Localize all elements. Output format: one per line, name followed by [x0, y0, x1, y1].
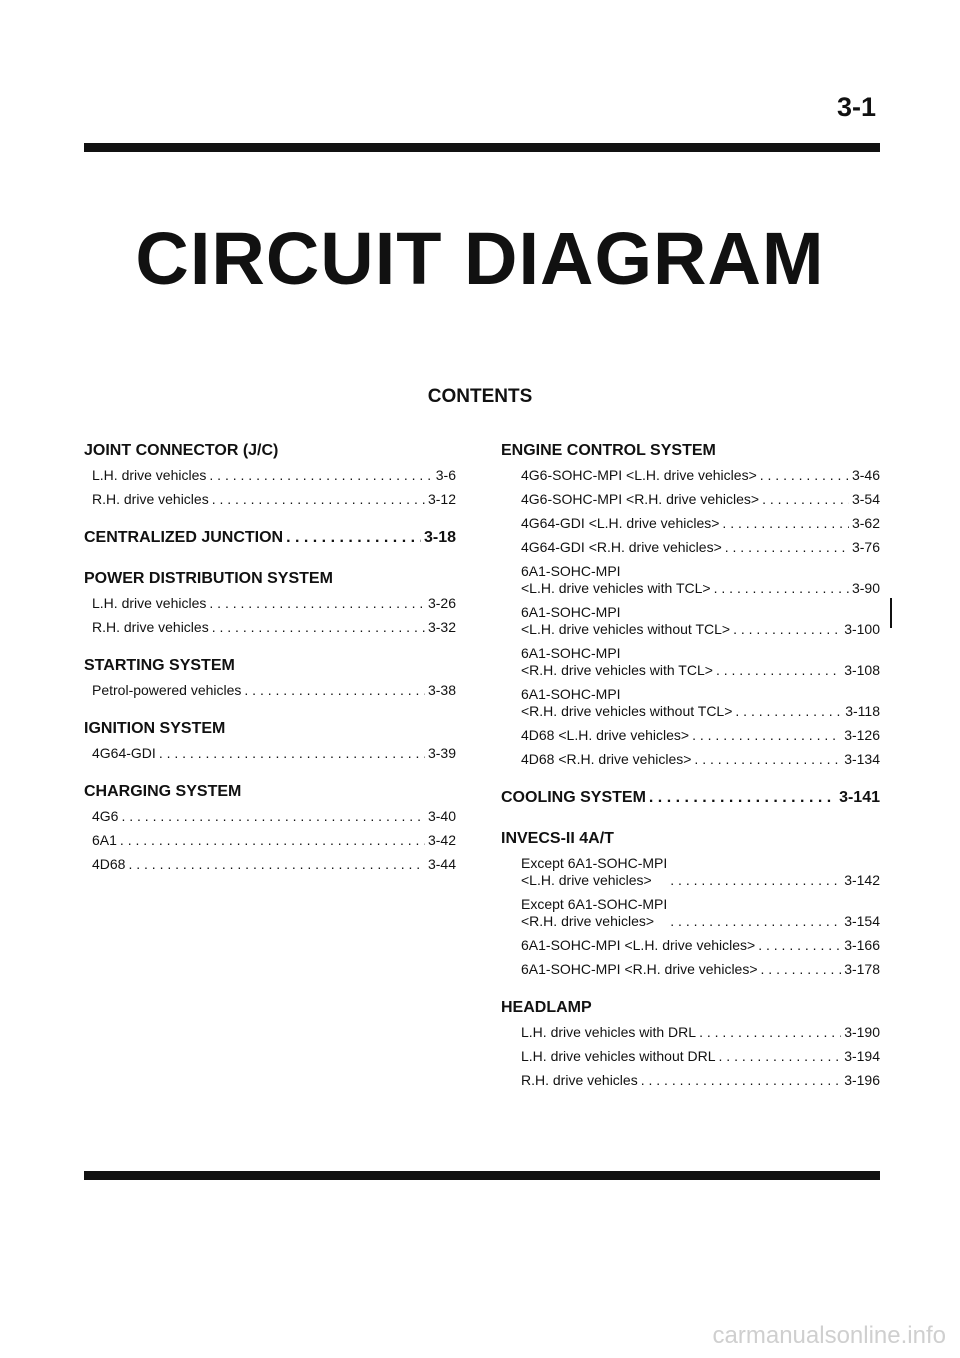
watermark-text: carmanualsonline.info: [712, 1322, 946, 1349]
dot-leader: [212, 619, 425, 636]
toc-section: [84, 781, 456, 873]
toc-section-entry[interactable]: [501, 787, 880, 809]
toc-entry-title: 6A1-SOHC-MPI <R.H. drive vehicles>: [521, 961, 758, 977]
dot-leader: [692, 727, 841, 744]
toc-entry[interactable]: [501, 727, 880, 744]
toc-entry[interactable]: [501, 604, 880, 638]
toc-entry-title: 4D68 <R.H. drive vehicles>: [521, 751, 692, 767]
dot-leader: [649, 787, 836, 809]
toc-entry-list: [84, 745, 456, 762]
toc-entry[interactable]: [501, 855, 880, 889]
dot-leader: [120, 832, 425, 849]
toc-entry[interactable]: [501, 515, 880, 532]
toc-entry-title: R.H. drive vehicles: [92, 491, 209, 507]
toc-entry-title: 4G6-SOHC-MPI <L.H. drive vehicles>: [521, 467, 757, 483]
toc-page-number: 3-90: [851, 580, 880, 596]
toc-entry-title: R.H. drive vehicles: [521, 1072, 638, 1088]
dot-leader: [719, 1048, 842, 1065]
toc-entry[interactable]: [84, 491, 456, 508]
dot-leader: [758, 937, 841, 954]
toc-section-title: POWER DISTRIBUTION SYSTEM: [84, 570, 333, 587]
toc-entry-title: Except 6A1-SOHC-MPI <R.H. drive vehicles>: [521, 896, 668, 929]
toc-section: [501, 997, 880, 1089]
toc-page-number: 3-46: [851, 467, 880, 483]
dot-leader: [128, 856, 425, 873]
dot-leader: [761, 961, 842, 978]
toc-page-number: 3-40: [427, 808, 456, 824]
toc-page-number: 3-194: [844, 1048, 880, 1064]
toc-page-number: 3-126: [844, 727, 880, 743]
toc-entry-title: 4G6-SOHC-MPI <R.H. drive vehicles>: [521, 491, 760, 507]
toc-entry[interactable]: [84, 808, 456, 825]
toc-entry[interactable]: [501, 896, 880, 930]
toc-entry-list: [501, 855, 880, 978]
toc-entry[interactable]: [501, 961, 880, 978]
toc-entry-title: L.H. drive vehicles: [92, 467, 207, 483]
toc-entry[interactable]: [501, 539, 880, 556]
toc-page-number: 3-12: [427, 491, 456, 507]
toc-page-number: 3-196: [844, 1072, 880, 1088]
toc-section-title: JOINT CONNECTOR (J/C): [84, 442, 279, 459]
toc-page-number: 3-190: [844, 1024, 880, 1040]
toc-entry-title: 6A1-SOHC-MPI <L.H. drive vehicles with TCL>: [521, 563, 711, 596]
dot-leader: [670, 872, 841, 889]
toc-page-number: 3-178: [844, 961, 880, 977]
toc-page-number: 3-18: [423, 529, 456, 546]
toc-entry-title: 4D68 <L.H. drive vehicles>: [521, 727, 690, 743]
toc-page-number: 3-142: [844, 872, 880, 888]
toc-entry-list: [84, 467, 456, 508]
toc-entry-list: [501, 467, 880, 768]
toc-entry[interactable]: [501, 751, 880, 768]
bottom-rule: [84, 1171, 880, 1180]
toc-entry-title: 4G64-GDI <L.H. drive vehicles>: [521, 515, 720, 531]
toc-entry-list: [84, 682, 456, 699]
toc-section: [501, 440, 880, 768]
toc-section-title: ENGINE CONTROL SYSTEM: [501, 442, 716, 459]
toc-entry[interactable]: [501, 1072, 880, 1089]
toc-entry[interactable]: [84, 745, 456, 762]
toc-entry-title: Except 6A1-SOHC-MPI <L.H. drive vehicles>: [521, 855, 668, 888]
toc-entry-list: [501, 1024, 880, 1089]
toc-page-number: 3-39: [427, 745, 456, 761]
top-rule: [84, 143, 880, 152]
toc-entry-title: 6A1: [92, 832, 117, 848]
toc-page-number: 3-154: [844, 913, 880, 929]
dot-leader: [212, 491, 425, 508]
toc-page-number: 3-108: [844, 662, 880, 678]
toc-entry[interactable]: [501, 1024, 880, 1041]
dot-leader: [762, 491, 849, 508]
toc-entry[interactable]: [84, 595, 456, 612]
toc-entry[interactable]: [501, 645, 880, 679]
toc-section: [84, 568, 456, 636]
dot-leader: [733, 621, 841, 638]
page-number: 3-1: [836, 92, 876, 122]
toc-page-number: 3-62: [851, 515, 880, 531]
change-bar: [890, 598, 892, 628]
toc-section: [84, 527, 456, 549]
toc-entry-title: 6A1-SOHC-MPI <L.H. drive vehicles>: [521, 937, 756, 953]
dot-leader: [699, 1024, 841, 1041]
dot-leader: [159, 745, 425, 762]
toc-page-number: 3-32: [427, 619, 456, 635]
toc-entry[interactable]: [84, 856, 456, 873]
dot-leader: [714, 580, 849, 597]
toc-entry-list: [84, 595, 456, 636]
dot-leader: [760, 467, 849, 484]
dot-leader: [209, 467, 432, 484]
toc-entry[interactable]: [84, 467, 456, 484]
toc-entry[interactable]: [84, 832, 456, 849]
contents-left-column: [84, 440, 456, 873]
contents-right-column: [501, 440, 880, 1089]
toc-page-number: 3-141: [839, 789, 880, 806]
toc-entry-title: L.H. drive vehicles: [92, 595, 207, 611]
dot-leader: [722, 515, 849, 532]
dot-leader: [641, 1072, 841, 1089]
toc-page-number: 3-44: [427, 856, 456, 872]
toc-section-title: INVECS-II 4A/T: [501, 830, 614, 847]
toc-page-number: 3-38: [427, 682, 456, 698]
dot-leader: [209, 595, 425, 612]
toc-section: [501, 828, 880, 978]
toc-page-number: 3-166: [844, 937, 880, 953]
toc-section-title: IGNITION SYSTEM: [84, 720, 226, 737]
toc-page-number: 3-100: [844, 621, 880, 637]
toc-section: [84, 718, 456, 762]
toc-entry[interactable]: [501, 491, 880, 508]
toc-entry-title: R.H. drive vehicles: [92, 619, 209, 635]
toc-page-number: 3-134: [844, 751, 880, 767]
toc-entry-list: [84, 808, 456, 873]
dot-leader: [121, 808, 425, 825]
toc-section-title: CHARGING SYSTEM: [84, 783, 242, 800]
toc-page-number: 3-76: [851, 539, 880, 555]
toc-section-title: HEADLAMP: [501, 999, 592, 1016]
toc-entry-title: CENTRALIZED JUNCTION: [84, 529, 284, 546]
dot-leader: [735, 703, 842, 720]
toc-entry-title: 6A1-SOHC-MPI <R.H. drive vehicles with TCL>: [521, 645, 713, 678]
toc-entry-title: Petrol-powered vehicles: [92, 682, 242, 698]
dot-leader: [694, 751, 841, 768]
dot-leader: [716, 662, 841, 679]
toc-section: [84, 440, 456, 508]
toc-section-entry[interactable]: [84, 527, 456, 549]
toc-page-number: 3-118: [845, 703, 880, 719]
toc-section: [84, 655, 456, 699]
toc-entry[interactable]: [501, 1048, 880, 1065]
toc-entry[interactable]: [84, 619, 456, 636]
toc-entry-title: 4D68: [92, 856, 126, 872]
toc-page-number: 3-42: [427, 832, 456, 848]
toc-entry[interactable]: [84, 682, 456, 699]
toc-page-number: 3-26: [427, 595, 456, 611]
toc-entry-title: L.H. drive vehicles without DRL: [521, 1048, 716, 1064]
toc-entry[interactable]: [501, 937, 880, 954]
toc-section: [501, 787, 880, 809]
toc-entry-title: 4G64-GDI <R.H. drive vehicles>: [521, 539, 722, 555]
toc-entry-title: L.H. drive vehicles with DRL: [521, 1024, 697, 1040]
toc-entry[interactable]: [501, 467, 880, 484]
dot-leader: [670, 913, 841, 930]
toc-entry-title: COOLING SYSTEM: [501, 789, 646, 806]
dot-leader: [286, 527, 421, 549]
contents-heading: CONTENTS: [427, 386, 533, 407]
toc-entry-title: 4G6: [92, 808, 119, 824]
toc-entry-title: 4G64-GDI: [92, 745, 156, 761]
dot-leader: [244, 682, 425, 699]
page-title: CIRCUIT DIAGRAM: [135, 217, 825, 300]
dot-leader: [725, 539, 849, 556]
toc-page-number: 3-6: [435, 467, 456, 483]
toc-entry-title: 6A1-SOHC-MPI <R.H. drive vehicles without TCL>: [521, 686, 733, 719]
toc-entry[interactable]: [501, 686, 880, 720]
toc-entry-title: 6A1-SOHC-MPI <L.H. drive vehicles without TCL>: [521, 604, 731, 637]
toc-page-number: 3-54: [851, 491, 880, 507]
toc-entry[interactable]: [501, 563, 880, 597]
toc-section-title: STARTING SYSTEM: [84, 657, 235, 674]
